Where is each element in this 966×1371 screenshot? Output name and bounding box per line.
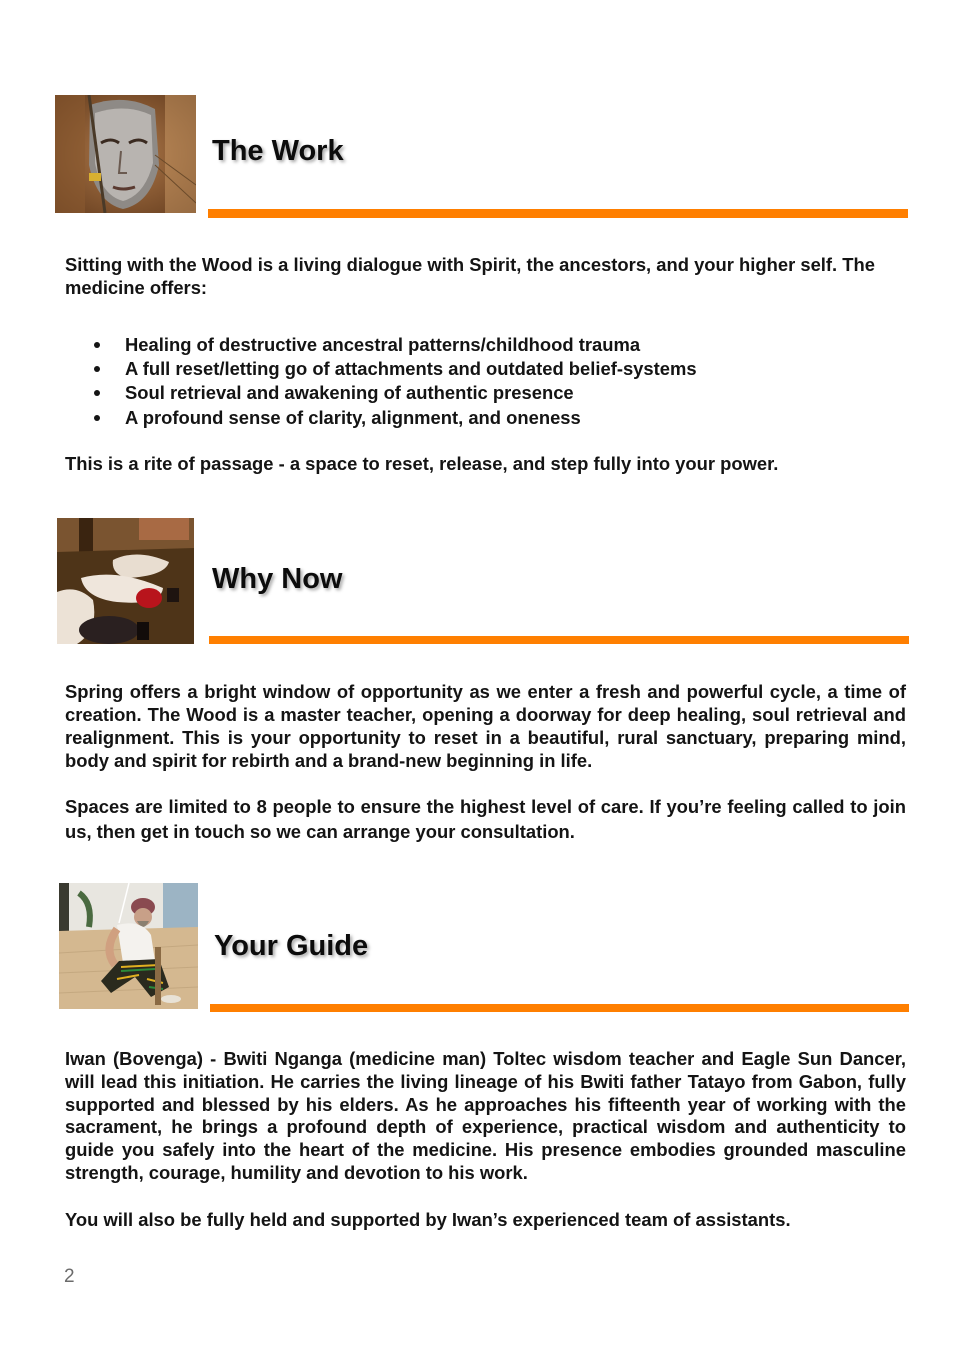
section-heading-the-work: The Work — [212, 135, 344, 167]
list-item: A full reset/letting go of attachments and outdated belief-systems — [92, 357, 697, 381]
why-now-paragraph-1: Spring offers a bright window of opportunity as we enter a fresh and powerful cycle, a time of creation. The Wood is a master teacher, opening a doorway for deep healing, soul retrieval and realignment. This is your opportunity to reset in a beautiful, rural sanctuary, preparing mind, body and spirit for rebirth and a brand-new beginning in life. — [65, 681, 906, 771]
list-item: Healing of destructive ancestral patterns/childhood trauma — [92, 333, 697, 357]
the-work-closing: This is a rite of passage - a space to reset, release, and step fully into your power. — [65, 453, 779, 474]
section-heading-why-now: Why Now — [212, 563, 343, 595]
section-divider-bar — [208, 209, 908, 218]
bullet-icon — [94, 390, 100, 396]
bullet-icon — [94, 415, 100, 421]
bullet-icon — [94, 342, 100, 348]
guide-photo — [59, 883, 198, 1009]
medicine-offers-list — [92, 333, 697, 430]
bullet-icon — [94, 366, 100, 372]
section-divider-bar — [209, 636, 909, 644]
list-item: A profound sense of clarity, alignment, and oneness — [92, 406, 697, 430]
your-guide-paragraph-2: You will also be fully held and supported by Iwan’s experienced team of assistants. — [65, 1209, 791, 1230]
list-item: Soul retrieval and awakening of authentic presence — [92, 381, 697, 405]
your-guide-paragraph-1: Iwan (Bovenga) - Bwiti Nganga (medicine man) Toltec wisdom teacher and Eagle Sun Dancer, will lead this initiation. He carries the living lineage of his Bwiti father Tatayo from Gabon, fully supported and blessed by his elders. As he approaches his fifteenth year of working with the sacrament, he brings a profound depth of experience, practical wisdom and authenticity to guide you safely into the heart of the medicine. His presence embodies grounded masculine strength, courage, humility and devotion to his work. — [65, 1048, 906, 1183]
section-heading-your-guide: Your Guide — [214, 930, 369, 962]
section-divider-bar — [210, 1004, 909, 1012]
mask-photo — [55, 95, 196, 213]
page-number: 2 — [64, 1266, 75, 1287]
the-work-intro: Sitting with the Wood is a living dialogue with Spirit, the ancestors, and your higher self. The medicine offers: — [65, 254, 875, 298]
why-now-paragraph-2: Spaces are limited to 8 people to ensure the highest level of care. If you’re feeling called to join us, then get in touch so we can arrange your consultation. — [65, 796, 906, 842]
ceremony-photo — [57, 518, 194, 644]
